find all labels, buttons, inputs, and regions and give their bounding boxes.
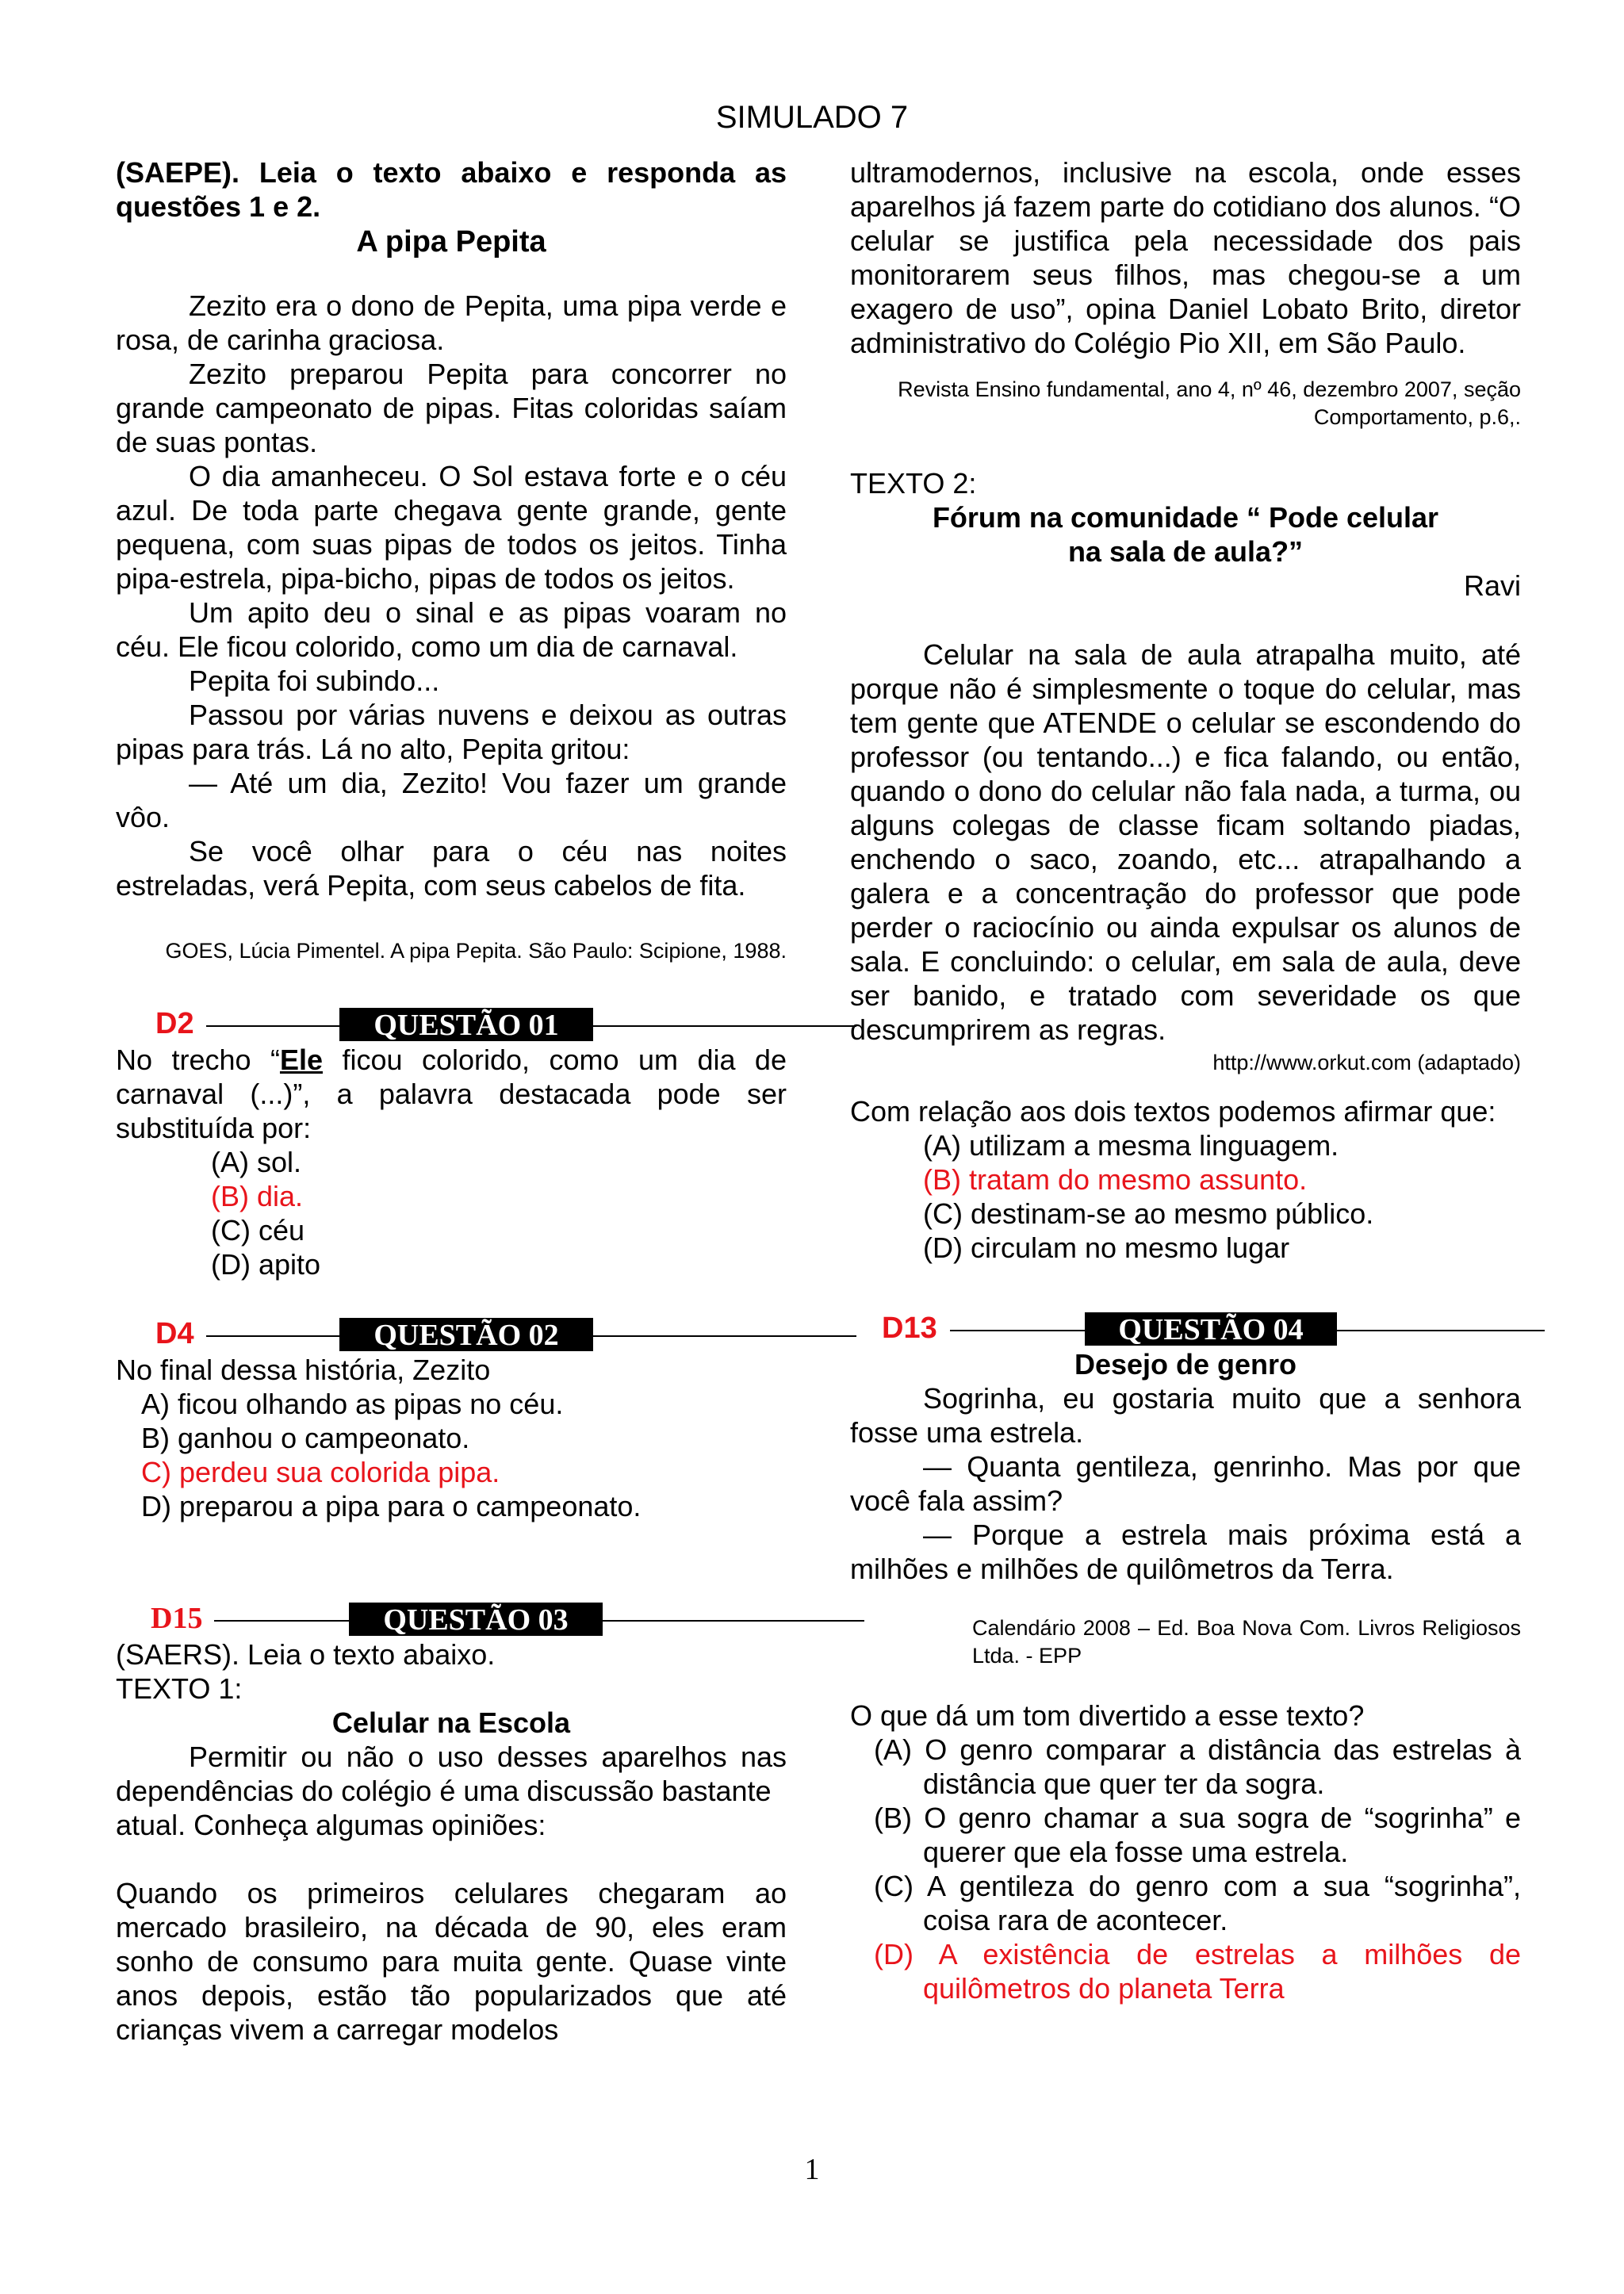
question-label: QUESTÃO 02 bbox=[339, 1318, 593, 1351]
option-b-correct: (B) dia. bbox=[211, 1180, 304, 1212]
q4-paragraph: — Quanta gentileza, genrinho. Mas por que você fala assim? bbox=[850, 1450, 1521, 1517]
question-1-header bbox=[116, 1005, 787, 1043]
texto1-label: TEXTO 1: bbox=[116, 1672, 243, 1705]
q4-source: Calendário 2008 – Ed. Boa Nova Com. Livros Religiosos Ltda. - EPP bbox=[972, 1616, 1521, 1668]
texto1-source: Revista Ensino fundamental, ano 4, nº 46, dezembro 2007, seção Comportamento, p.6,. bbox=[898, 377, 1521, 429]
story-paragraph: Zezito era o dono de Pepita, uma pipa verde e rosa, de carinha graciosa. bbox=[116, 289, 787, 356]
q4-paragraph: Sogrinha, eu gostaria muito que a senhora fosse uma estrela. bbox=[850, 1382, 1521, 1449]
question-4-stem: O que dá um tom divertido a esse texto? bbox=[850, 1699, 1365, 1732]
option-a: A) ficou olhando as pipas no céu. bbox=[141, 1388, 564, 1420]
right-column bbox=[850, 155, 1521, 2005]
question-3-intro: (SAERS). Leia o texto abaixo. bbox=[116, 1638, 496, 1671]
texto1-paragraph: Quando os primeiros celulares chegaram ao mercado brasileiro, na década de 90, eles eram sonho de consumo para muita gente. Quase vinte anos depois, estão tão popularizados que até crianças vivem a carregar modelos bbox=[116, 1877, 787, 2046]
question-label: QUESTÃO 01 bbox=[339, 1008, 593, 1041]
highlighted-word: Ele bbox=[279, 1044, 324, 1076]
option-a: (A) O genro comparar a distância das estrelas à distância que quer ter da sogra. bbox=[874, 1733, 1521, 1800]
texto1-continuation: ultramodernos, inclusive na escola, onde esses aparelhos já fazem parte do cotidiano dos alunos. “O celular se justifica pela necessidade dos pais monitorarem seus filhos, mas chegou-se a um exagero de uso”, opina Daniel Lobato Brito, diretor administrativo do Colégio Pio XII, em São Paulo. bbox=[850, 156, 1521, 359]
descriptor-code: D4 bbox=[155, 1317, 194, 1350]
option-b-correct: (B) tratam do mesmo assunto. bbox=[923, 1163, 1308, 1196]
descriptor-code: D13 bbox=[882, 1312, 937, 1345]
question-3-stem: Com relação aos dois textos podemos afirmar que: bbox=[850, 1095, 1496, 1128]
descriptor-code: D15 bbox=[151, 1602, 203, 1635]
texto2-author: Ravi bbox=[1463, 569, 1521, 602]
descriptor-code: D2 bbox=[155, 1007, 194, 1040]
question-3-header bbox=[116, 1599, 787, 1637]
texto1-paragraph: Permitir ou não o uso desses aparelhos nas dependências do colégio é uma discussão bastante bbox=[116, 1741, 787, 1807]
story-paragraph: Zezito preparou Pepita para concorrer no grande campeonato de pipas. Fitas coloridas saíam de suas pontas. bbox=[116, 358, 787, 458]
texto1-paragraph-cont: atual. Conheça algumas opiniões: bbox=[116, 1809, 546, 1841]
texto2-source: http://www.orkut.com (adaptado) bbox=[1212, 1051, 1521, 1074]
question-4-header bbox=[850, 1309, 1521, 1347]
story-paragraph: Pepita foi subindo... bbox=[189, 664, 440, 697]
texto2-title: Fórum na comunidade “ Pode celular bbox=[932, 501, 1439, 534]
question-label: QUESTÃO 03 bbox=[349, 1603, 603, 1636]
option-d: (D) circulam no mesmo lugar bbox=[923, 1231, 1290, 1264]
story-source: GOES, Lúcia Pimentel. A pipa Pepita. São Paulo: Scipione, 1988. bbox=[165, 939, 787, 963]
story-paragraph: Se você olhar para o céu nas noites estreladas, verá Pepita, com seus cabelos de fita. bbox=[116, 835, 787, 902]
texto2-title: na sala de aula?” bbox=[1067, 535, 1304, 568]
option-b: (B) O genro chamar a sua sogra de “sogrinha” e querer que ela fosse uma estrela. bbox=[874, 1802, 1521, 1868]
option-d-correct: (D) A existência de estrelas a milhões de quilômetros do planeta Terra bbox=[874, 1938, 1521, 2005]
question-1-stem: No trecho “Ele ficou colorido, como um dia de carnaval (...)”, a palavra destacada pode ser substituída por: bbox=[116, 1044, 787, 1144]
story-paragraph: Um apito deu o sinal e as pipas voaram no céu. Ele ficou colorido, como um dia de carnaval. bbox=[116, 596, 787, 663]
story-title: A pipa Pepita bbox=[356, 225, 546, 259]
story-paragraph: — Até um dia, Zezito! Vou fazer um grande vôo. bbox=[116, 767, 787, 833]
option-a: (A) utilizam a mesma linguagem. bbox=[923, 1129, 1339, 1162]
q4-text-title: Desejo de genro bbox=[1074, 1348, 1297, 1381]
texto1-title: Celular na Escola bbox=[331, 1706, 571, 1739]
option-b: B) ganhou o campeonato. bbox=[141, 1422, 470, 1454]
option-c-correct: C) perdeu sua colorida pipa. bbox=[141, 1456, 500, 1488]
intro-instruction: (SAEPE). Leia o texto abaixo e responda as questões 1 e 2. bbox=[116, 156, 787, 223]
story-paragraph: O dia amanheceu. O Sol estava forte e o céu azul. De toda parte chegava gente grande, gente pequena, com suas pipas de todos os jeitos. Tinha pipa-estrela, pipa-bicho, pipas de todos os jeitos. bbox=[116, 460, 787, 595]
option-c: (C) destinam-se ao mesmo público. bbox=[923, 1197, 1374, 1230]
texto2-label: TEXTO 2: bbox=[850, 467, 977, 500]
option-c: (C) céu bbox=[211, 1214, 305, 1247]
texto2-body: Celular na sala de aula atrapalha muito, até porque não é simplesmente o toque do celular, mas tem gente que ATENDE o celular se escondendo do professor (ou tentando...) e fica falando, ou então, quando o dono do celular não fala nada, a turma, ou alguns colegas de classe ficam soltando piadas, enchendo o saco, zoando, etc... atrapalhando a galera e a concentração do professor que pode perder o raciocínio ou ainda expulsar os alunos de sala. E concluindo: o celular, em sala de aula, deve ser banido, e tratado com severidade os que descumprirem as regras. bbox=[850, 638, 1521, 1046]
left-column bbox=[116, 155, 787, 2047]
question-2-header bbox=[116, 1315, 787, 1353]
option-a: (A) sol. bbox=[211, 1146, 302, 1178]
page-title: SIMULADO 7 bbox=[715, 100, 909, 135]
option-d: D) preparou a pipa para o campeonato. bbox=[141, 1490, 642, 1522]
q4-paragraph: — Porque a estrela mais próxima está a milhões e milhões de quilômetros da Terra. bbox=[850, 1518, 1521, 1585]
question-label: QUESTÃO 04 bbox=[1085, 1312, 1337, 1346]
question-2-stem: No final dessa história, Zezito bbox=[116, 1354, 491, 1386]
option-d: (D) apito bbox=[211, 1248, 321, 1281]
option-c: (C) A gentileza do genro com a sua “sogrinha”, coisa rara de acontecer. bbox=[874, 1870, 1521, 1936]
story-paragraph: Passou por várias nuvens e deixou as outras pipas para trás. Lá no alto, Pepita gritou: bbox=[116, 699, 787, 765]
page-number: 1 bbox=[804, 2153, 820, 2186]
